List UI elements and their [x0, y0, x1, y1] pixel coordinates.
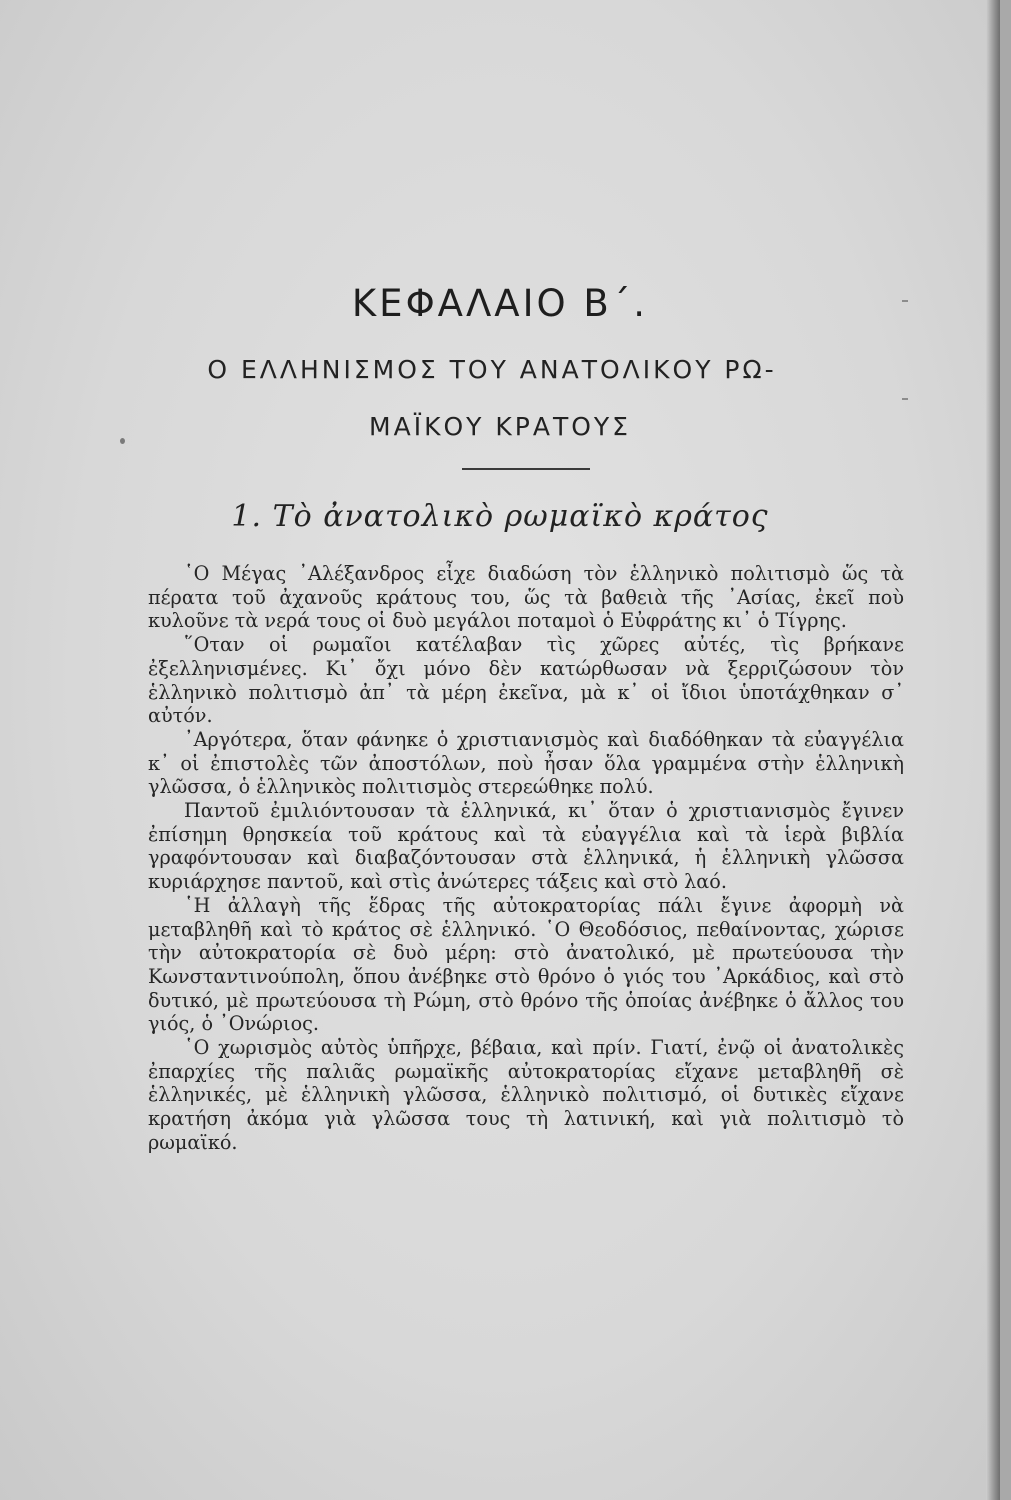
paragraph: ῾Ο χωρισμὸς αὐτὸς ὑπῆρχε, βέβαια, καὶ πρίν. Γιατί, ἐνῷ οἱ ἀνατολικὲς ἐπαρχίες τῆς παλιᾶς ρωμαϊκῆς αὐτοκρατορίας εἴχανε μεταβληθῆ σὲ ἑλληνικές, μὲ ἑλληνικὴ γλῶσσα, ἑλληνικὸ πολιτισμό, οἱ δυτικὲς εἴχανε κρατήση ἀκόμα γιὰ γλῶσσα τους τὴ λατινική, καὶ γιὰ πολιτισμὸ τὸ ρωμαϊκό.	[148, 1036, 904, 1154]
paragraph: ῞Οταν οἱ ρωμαῖοι κατέλαβαν τὶς χῶρες αὐτές, τὶς βρήκανε ἐξελληνισμένες. Κι᾿ ὄχι μόνο δὲν κατώρθωσαν νὰ ξερριζώσουν τὸν ἑλληνικὸ πολιτισμὸ ἀπ᾿ τὰ μέρη ἐκεῖνα, μὰ κ᾿ οἱ ἴδιοι ὑποτάχθηκαν σ᾿ αὐτόν.	[148, 633, 904, 728]
section-title: 1. Τὸ ἀνατολικὸ ρωμαϊκὸ κράτος	[231, 499, 769, 534]
margin-mark	[902, 398, 908, 400]
chapter-heading: ΚΕΦΑΛΑΙΟ Β΄.	[351, 282, 649, 325]
paragraph: ῾Ο Μέγας ᾿Αλέξανδρος εἶχε διαδώση τὸν ἑλληνικὸ πολιτισμὸ ὥς τὰ πέρατα τοῦ ἀχανοῦς κράτους του, ὥς τὰ βαθειὰ τῆς ᾿Ασίας, ἐκεῖ ποὺ κυλοῦνε τὰ νερά τους οἱ δυὸ μεγάλοι ποταμοὶ ὁ Εὐφράτης κι᾿ ὁ Τίγρης.	[148, 562, 904, 633]
paragraph: ῾Η ἀλλαγὴ τῆς ἕδρας τῆς αὐτοκρατορίας πάλι ἔγινε ἀφορμὴ νὰ μεταβληθῆ καὶ τὸ κράτος σὲ ἑλληνικό. ῾Ο Θεοδόσιος, πεθαίνοντας, χώρισε τὴν αὐτοκρατορία σὲ δυὸ μέρη: στὸ ἀνατολικό, μὲ πρωτεύουσα τὴν Κωνσταντινούπολη, ὅπου ἀνέβηκε στὸ θρόνο ὁ γιός του ᾿Αρκάδιος, καὶ στὸ δυτικό, μὲ πρωτεύουσα τὴ Ρώμη, στὸ θρόνο τῆς ὁποίας ἀνέβηκε ὁ ἄλλος του γιός, ὁ ᾿Ονώριος.	[148, 893, 904, 1036]
title-divider	[462, 468, 590, 470]
page-edge-shadow	[986, 0, 1000, 1500]
chapter-title-line-2: ΜΑΪΚΟΥ ΚΡΑΤΟΥΣ	[369, 412, 631, 441]
paragraph: Παντοῦ ἐμιλιόντουσαν τὰ ἑλληνικά, κι᾿ ὅταν ὁ χριστιανισμὸς ἔγινεν ἐπίσημη θρησκεία τοῦ κράτους καὶ τὰ εὐαγγέλια καὶ τὰ ἱερὰ βιβλία γραφόντουσαν καὶ διαβαζόντουσαν στὰ ἑλληνικά, ἡ ἑλληνικὴ γλῶσσα κυριάρχησε παντοῦ, καὶ στὶς ἀνώτερες τάξεις καὶ στὸ λαό.	[148, 799, 904, 894]
body-text	[148, 562, 904, 1155]
paragraph: ᾿Αργότερα, ὅταν φάνηκε ὁ χριστιανισμὸς καὶ διαδόθηκαν τὰ εὐαγγέλια κ᾿ οἱ ἐπιστολὲς τῶν ἀποστόλων, ποὺ ἦσαν ὅλα γραμμένα στὴν ἑλληνικὴ γλῶσσα, ὁ ἑλληνικὸς πολιτισμὸς στερεώθηκε πολύ.	[148, 727, 904, 799]
chapter-title-line-1: Ο ΕΛΛΗΝΙΣΜΟΣ ΤΟΥ ΑΝΑΤΟΛΙΚΟΥ ΡΩ-	[207, 355, 777, 384]
